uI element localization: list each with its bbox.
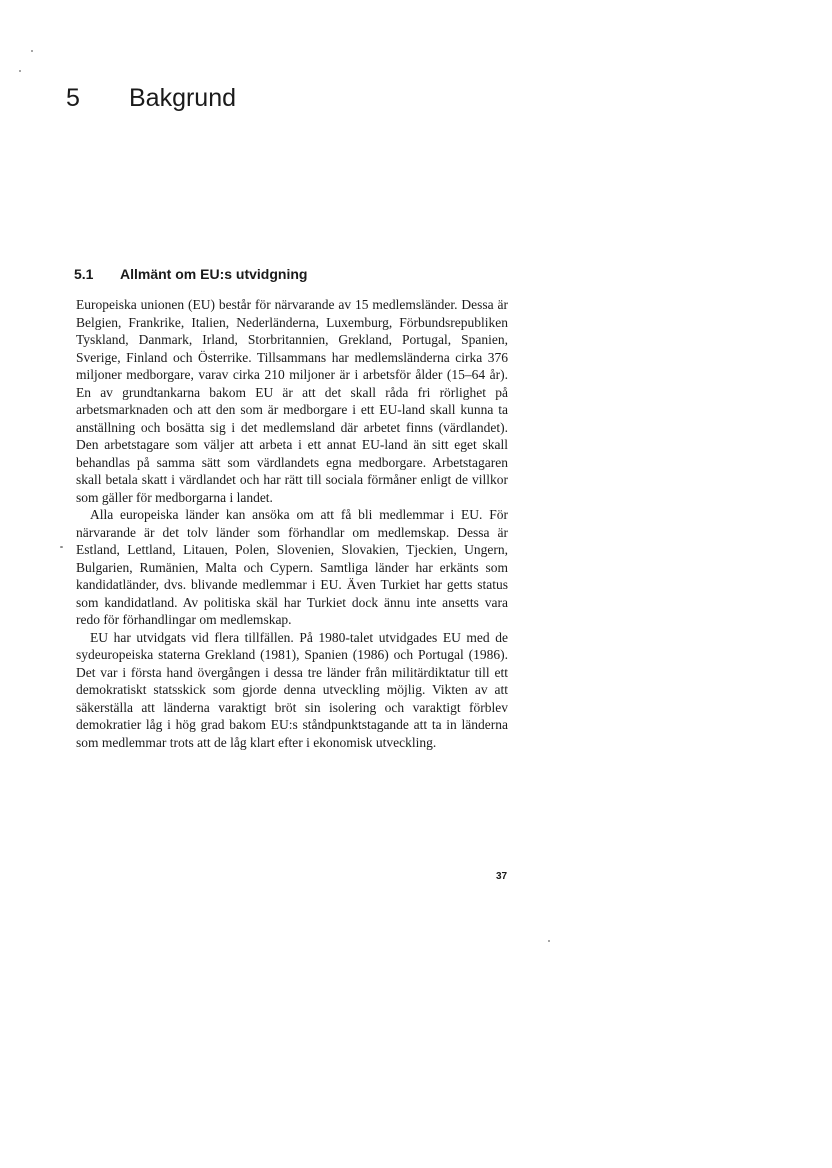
scan-speck: [19, 70, 21, 72]
paragraph-1: Europeiska unionen (EU) består för närvarande av 15 medlemsländer. Dessa är Belgien, Frankrike, Italien, Nederländerna, Luxemburg, Förbundsrepubliken Tyskland, Danmark, Irland, Storbritannien, Grekland, Portugal, Spanien, Sverige, Finland och Österrike. Tillsammans har medlemsländerna cirka 376 miljoner medborgare, varav cirka 210 miljoner är i arbetsför ålder (15–64 år). En av grundtankarna bakom EU är att det skall råda fri rörlighet på arbetsmarknaden och att den som är medborgare i ett EU-land skall kunna ta anställning och bosätta sig i det medlemsland där arbetet finns (värdlandet). Den arbetstagare som väljer att arbeta i ett annat EU-land än sitt eget skall behandlas på samma sätt som värdlandets egna medborgare. Arbetstagaren skall betala skatt i värdlandet och har rätt till sociala förmåner enligt de villkor som gäller för medborgarna i landet.: [76, 297, 508, 505]
scan-speck: [31, 50, 33, 52]
page-number: 37: [496, 871, 508, 882]
scan-speck: [60, 546, 63, 548]
section-heading: [74, 264, 307, 284]
paragraph-3: EU har utvidgats vid flera tillfällen. På 1980-talet utvidgades EU med de sydeuropeiska staterna Grekland (1981), Spanien (1986) och Portugal (1986). Det var i första hand övergången i dessa tre länder från militärdiktatur till ett demokratiskt statsskick som gjorde denna utveckling möjlig. Vikten av att säkerställa att länderna varaktigt bröt sin isolering och varaktigt förblev demokratier låg i hög grad bakom EU:s ståndpunktstagande att ta in länderna som medlemmar trots att de låg klart efter i ekonomisk utveckling.: [76, 629, 508, 750]
section-number: 5.1: [74, 266, 94, 282]
chapter-number: 5: [66, 84, 80, 112]
chapter-heading: [66, 82, 236, 114]
body-text: [76, 296, 508, 751]
scan-speck: [548, 940, 550, 942]
paragraph-2: Alla europeiska länder kan ansöka om att få bli medlemmar i EU. För närvarande är det tolv länder som förhandlar om medlemskap. Dessa är Estland, Lettland, Litauen, Polen, Slovenien, Slovakien, Tjeckien, Ungern, Bulgarien, Rumänien, Malta och Cypern. Samtliga länder har erkänts som kandidatländer, dvs. blivande medlemmar i EU. Även Turkiet har getts status som kandidatland. Av politiska skäl har Turkiet dock ännu inte ansetts vara redo för förhandlingar om medlemskap.: [76, 507, 508, 627]
section-title: Allmänt om EU:s utvidgning: [120, 266, 308, 282]
chapter-title: Bakgrund: [129, 84, 237, 112]
